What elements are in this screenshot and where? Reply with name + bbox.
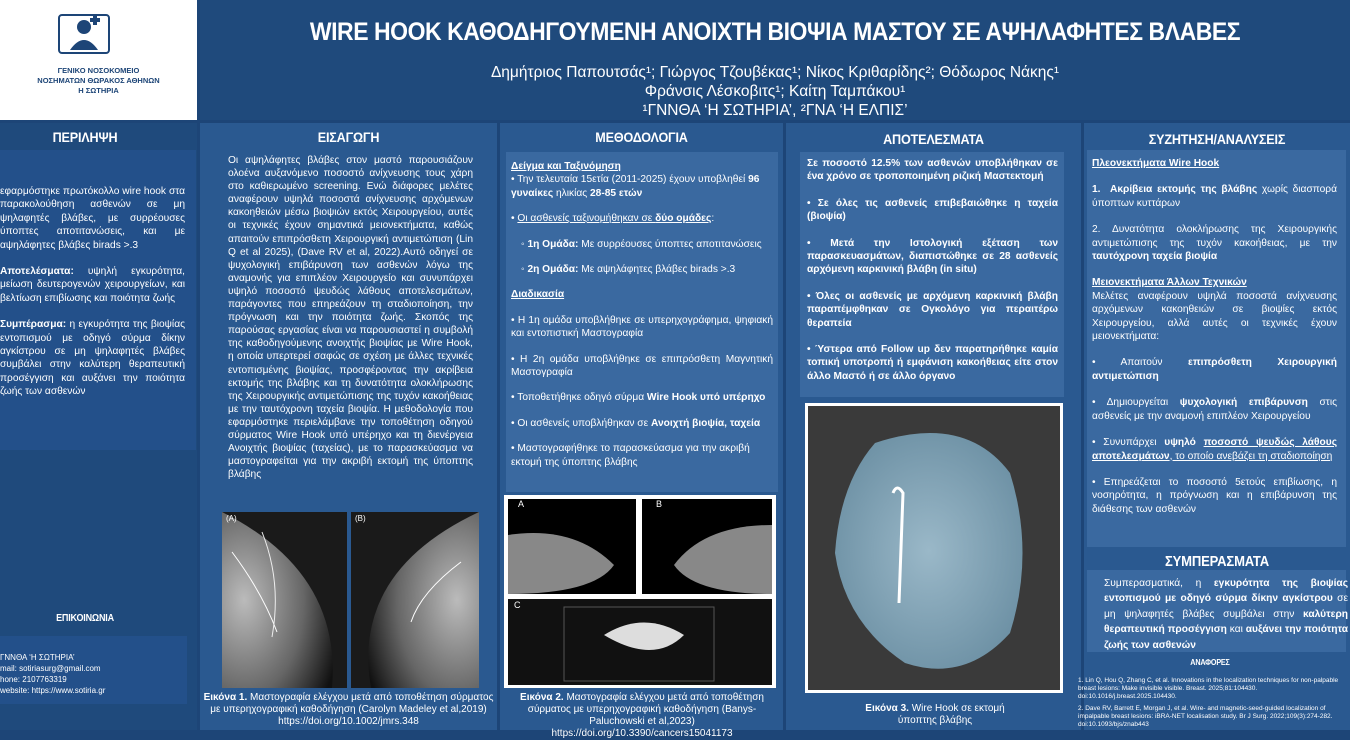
methods-groups-text: Οι ασθενείς ταξινομήθηκαν σε [517, 213, 656, 225]
methods-sample-ages: 28-85 ετών [590, 187, 643, 199]
discussion-text [1092, 157, 1337, 516]
results-heading: ΑΠΟΤΕΛΕΣΜΑΤΑ [883, 131, 984, 147]
figure-2a-label: A [518, 499, 525, 509]
contact-text [0, 652, 187, 696]
figure-1a-label: (A) [226, 514, 237, 523]
methods-step-5: • Μαστογραφήθηκε το παρασκεύασμα για την ακριβή εκτομή της ύποπτης βλάβης [511, 443, 750, 468]
discussion-dis-2 [1092, 396, 1337, 423]
discussion-dis-1 [1092, 356, 1337, 383]
affiliations: ¹ΓΝΝΘΑ ‘Η ΣΩΤΗΡΙΑ’, ²ΓΝΑ ‘Η ΕΛΠΙΣ’ [642, 102, 908, 119]
discussion-adv-1-bold: Ακρίβεια εκτομής της βλάβης [1110, 184, 1258, 196]
figure-2b-label: B [656, 499, 663, 509]
figure-1a [222, 512, 347, 688]
summary-heading: ΠΕΡΙΛΗΨΗ [52, 129, 118, 145]
conclusion-text-2: σε μη ψηλαφητές βλάβες συμβάλει στην [1104, 593, 1348, 620]
figure-3-caption-label: Εικόνα 3. [865, 703, 909, 714]
methods-step-4-text: • Οι ασθενείς υποβλήθηκαν σε [511, 417, 651, 429]
discussion-adv-1-num: 1. [1092, 184, 1101, 196]
methods-step-3-bold: Wire Hook υπό υπέρηχο [646, 392, 766, 404]
poster-title: WIRE HOOK ΚΑΘΟΔΗΓΟΥΜΕΝΗ ΑΝΟΙΧΤΗ ΒΙΟΨΙΑ ΜΑΣΤΟΥ ΣΕ ΑΨΗΛΑΦΗΤΕΣ ΒΛΑΒΕΣ [309, 18, 1241, 46]
summary-conclusion-text: η εγκυρότητα της βιοψίας εντοπισμού με οδηγό σύρμα δίκην αγκίστρου σε μη ψηλαφητές βλάβες συμβάλει στην καλύτερη θεραπευτική προσέγγιση και αυξάνει την ποιότητα ζωής των ασθενών [0, 319, 185, 398]
specimen-xray-image [805, 403, 1063, 693]
discussion-heading: ΣΥΖΗΤΗΣΗ/ΑΝΑΛΥΣΕΙΣ [1148, 131, 1286, 147]
intro-heading: ΕΙΣΑΓΩΓΗ [317, 129, 380, 145]
results-item-2: • Σε όλες τις ασθενείς επιβεβαιώθηκε η ταχεία (βιοψία) [807, 197, 1058, 223]
discussion-dis-3 [1092, 436, 1337, 463]
figure-1b-label: (B) [355, 514, 366, 523]
contact-hospital: ΓΝΝΘΑ ‘Η ΣΩΤΗΡΙΑ’ [0, 653, 75, 662]
methods-groups-item [511, 212, 773, 225]
figure-1-caption [202, 692, 495, 728]
summary-p3 [0, 318, 185, 398]
discussion-dis-3-tail: , το οποίο ανεβάζει τη σταδιοποίηση [1169, 450, 1333, 462]
contact-website: website: https://www.sotiria.gr [0, 686, 106, 695]
figure-1b [351, 512, 479, 688]
methods-step-4-bold: Ανοιχτή βιοψία, ταχεία [650, 417, 761, 429]
logo-line-2: ΝΟΣΗΜΑΤΩΝ ΘΩΡΑΚΟΣ ΑΘΗΝΩΝ [37, 76, 160, 85]
figure-2c-label: C [514, 600, 521, 610]
contact-email: mail: sotiriasurg@gmail.com [0, 664, 101, 673]
logo-box [0, 0, 197, 120]
conclusion-text-1: Συμπερασματικά, η [1104, 578, 1214, 589]
discussion-dis-1-text: • Απαιτούν [1092, 357, 1189, 369]
figure-3-caption-text: Wire Hook σε εκτομή ύποπτης βλάβης [897, 703, 1005, 726]
methods-sample-text-2: ηλικίας [553, 187, 591, 199]
summary-p1: εφαρμόστηκε πρωτόκολλο wire hook στα παρακολούθηση ασθενών σε μη ψηλαφητές βλάβες, με συρρέουσες ύποπτες αποτιτανώσεις, και με αψηλάφητες βλάβες birads >.3 [0, 186, 185, 251]
discussion-dis-2-text-2: στις ασθενείς με την αναμονή επιπλέον Χειρουργείου [1092, 397, 1337, 422]
logo-line-1: ΓΕΝΙΚΟ ΝΟΣΟΚΟΜΕΙΟ [57, 66, 140, 75]
methods-group-2-text: Με αψηλάφητες βλάβες birads >.3 [578, 264, 736, 276]
discussion-adv-2-text: 2. Δυνατότητα ολοκλήρωσης της Χειρουργικής αντιμετώπισης της τυχόν κακοήθειας, με την [1092, 224, 1337, 249]
references-heading: ΑΝΑΦΟΡΕΣ [1190, 658, 1230, 667]
methods-group-1: ◦ 1η Ομάδα: Με συρρέουσες ύποπτες αποτιτανώσεις [521, 238, 762, 250]
methods-group-2-label: 2η Ομάδα: [527, 264, 579, 276]
figure-2 [504, 495, 776, 688]
discussion-adv-2-bold: ταυτόχρονη ταχεία βιοψία [1092, 251, 1218, 263]
methods-groups-bullet: • [511, 213, 518, 225]
summary-p2 [0, 265, 185, 305]
discussion-dis-3-bold: υψηλό [1164, 437, 1204, 449]
results-item-3: • Μετά την Ιστολογική εξέταση των παρασκευασμάτων, διαπιστώθηκε σε 28 ασθενείς αρχόμενη καρκινική βλάβη (in situ) [807, 237, 1058, 276]
contact-phone: hone: 2107763319 [0, 675, 67, 684]
figure-1-caption-text: Μαστογραφία ελέγχου μετά από τοποθέτηση σύρματος με υπερηχογραφική καθοδήγηση (Carolyn Madeley et al,2019) https://doi.org/10.1002/jmrs.348 [210, 692, 494, 727]
mammogram-b-image [351, 512, 479, 688]
figure-2-caption-text: Μαστογραφία ελέγχου μετά από τοποθέτηση σύρματος με υπερηχογραφική καθοδήγηση (Banys-Paluchowski et al,2023) https://doi.org/10.3390/cancers15041173 [527, 692, 764, 739]
discussion-dis-2-bold: ψυχολογική επιβάρυνση [1179, 397, 1308, 409]
methods-sample-count: 96 γυναίκες [511, 174, 760, 199]
mammogram-a-image [222, 512, 347, 688]
figure-2-caption-label: Εικόνα 2. [520, 692, 564, 703]
methods-group-1-text: Με συρρέουσες ύποπτες αποτιτανώσεις [578, 238, 762, 250]
summary-results-label: Αποτελέσματα: [0, 266, 74, 278]
contact-heading: ΕΠΙΚΟΙΝΩΝΙΑ [56, 613, 114, 624]
methods-groups-count: δύο ομάδες [655, 213, 712, 225]
conclusion-text-3: και [1226, 624, 1246, 636]
methods-step-3-text: • Τοποθετήθηκε οδηγό σύρμα [511, 392, 647, 404]
logo-line-3: Η ΣΩΤΗΡΙΑ [78, 86, 119, 95]
results-item-4: • Όλες οι ασθενείς με αρχόμενη καρκινική βλάβη παραπέμφθηκαν σε Ογκολόγο για περαιτέρω θεραπεία [807, 290, 1058, 329]
methods-step-4 [511, 417, 773, 430]
discussion-disadvantages-text: Μελέτες αναφέρουν υψηλά ποσοστά ανίχνευσης αρχόμενων κακοηθειών σε βιοψίες εκτός Χειρουργείου, αλλά αυτές οι τεχνικές έχουν μειονεκτήματα: [1092, 290, 1337, 343]
authors-block [200, 63, 1350, 120]
hospital-emblem-icon [56, 12, 112, 56]
results-item-5: • Ύστερα από Follow up δεν παρατηρήθηκε καμία τοπική υποτροπή ή εμφάνιση κακοήθειας είτε στον άλλο Μαστό ή σε άλλο όργανο [807, 344, 1058, 382]
methods-step-3 [511, 391, 773, 404]
summary-text [0, 185, 185, 399]
results-text [807, 157, 1058, 383]
methods-text [511, 160, 773, 469]
methods-heading: ΜΕΘΟΔΟΛΟΓΙΑ [595, 129, 688, 145]
methods-step-1: • Η 1η ομάδα υποβλήθηκε σε υπερηχογράφημα, ψηφιακή και εντοπιστική Μαστογραφία [511, 314, 773, 340]
discussion-adv-1 [1092, 183, 1337, 210]
conclusion-bold-2: καλύτερη θεραπευτική προσέγγιση [1104, 608, 1348, 636]
discussion-dis-1-bold: επιπρόσθετη Χειρουργική αντιμετώπιση [1092, 357, 1337, 382]
conclusion-heading: ΣΥΜΠΕΡΑΣΜΑΤΑ [1164, 554, 1270, 570]
discussion-dis-4: • Επηρεάζεται το ποσοστό 5ετούς επιβίωσης, η νοσηρότητα, η πρόγνωση και η επιβάρυνση της διάθεσης των ασθενών [1092, 476, 1337, 515]
conclusion-text [1104, 576, 1348, 653]
methods-group-2: ◦ 2η Ομάδα: Με αψηλάφητες βλάβες birads >.3 [521, 264, 736, 276]
methods-sample-item [511, 173, 773, 200]
figure-3 [805, 403, 1063, 693]
methods-sample-text-1: • Την τελευταία 15ετία (2011-2025) έχουν υποβληθεί [511, 174, 749, 186]
results-item-1: Σε ποσοστό 12.5% των ασθενών υποβλήθηκαν σε ένα χρόνο σε τροποποιημένη ριζική Μαστεκτομή [807, 158, 1058, 183]
figure-3-caption [860, 703, 1010, 727]
discussion-dis-3-underline: ποσοστό ψευδώς λάθους αποτελεσμάτων [1092, 437, 1337, 462]
conclusion-bold-1: εγκυρότητα της βιοψίας εντοπισμού με οδηγό σύρμα δίκην αγκίστρου [1104, 578, 1348, 605]
authors-line-1: Δημήτριος Παπουτσάς¹; Γιώργος Τζουβέκας¹; Νίκος Κριθαρίδης²; Θόδωρος Νάκης¹ [490, 64, 1060, 81]
methods-group-1-label: 1η Ομάδα: [527, 238, 579, 250]
figure-2-caption [502, 692, 782, 740]
mammogram-composite-image [504, 495, 776, 688]
logo-text [20, 66, 177, 96]
discussion-advantages-heading: Πλεονεκτήματα Wire Hook [1092, 158, 1220, 169]
intro-text: Οι αψηλάφητες βλάβες στον μαστό παρουσιάζουν ολοένα αυξανόμενο ποσοστό ανίχνευσης τους χάρη στο καθιερωμένο screening. Ενώ διάφορες μελέτες αναφέρουν υψηλά ποσοστά ανίχνευσης αρχόμενων κακοηθειών μέσω βιοψιών εκτός Χειρουργείου, αυτές οι τεχνικές έχουν σημαντικά μειονεκτήματα, καθώς απαιτούν επιπρόσθετη Χειρουργική αντιμετώπιση (Lin Q et al 2025), (Dave RV et al, 2022).Αυτό οδηγεί σε ψυχολογική επιβάρυνση των ασθενών λόγω της αναμονής για επιπλέον Χειρουργείο και συνυπάρχει υψηλό ποσοστό ψευδώς λάθους αποτελεσμάτων, παράγοντες που επηρεάζουν τη σταδιοποίηση, την πρόγνωση και την ποιότητα ζωής. Σκοπός της παρούσας εργασίας είναι να παρουσιαστεί η συμβολή της καθοδηγούμενης ανοιχτής βιοψίας με Wire Hook, η οποία υπερτερεί σαφώς σε σχέση με άλλες τεχνικές εντοπισμένης βιοψίας, προσφέροντας την ακρίβεια εκτομής της βλάβης και τη δυνατότητα ολοκλήρωσης της Χειρουργικής αντιμετώπισης της τυχόν κακοήθειας με την ταυτόχρονη ταχεία βιοψία. Η μεθοδολογία που εφαρμόστηκε περιελάμβανε την τοποθέτηση οδηγού σύρματος Wire Hook υπό υπέρηχο και τη διενέργεια Ανοιχτής βιοψίας (ταχείας), με το παρασκεύασμα να μαστογραφείται για την ακριβή εκτομή της ύποπτης βλάβης [228, 155, 473, 481]
summary-conclusion-label: Συμπέρασμα: [0, 319, 67, 331]
discussion-adv-2 [1092, 223, 1337, 263]
discussion-dis-3-text: • Συνυπάρχει [1092, 437, 1165, 449]
references-list [1078, 677, 1348, 733]
methods-procedure-heading: Διαδικασία [511, 289, 565, 301]
methods-step-2: • Η 2η ομάδα υποβλήθηκε σε επιπρόσθετη Μαγνητική Μαστογραφία [511, 353, 773, 379]
discussion-adv-1-text: χωρίς διασπορά ύποπτων κυττάρων [1092, 184, 1337, 209]
discussion-disadvantages-heading: Μειονεκτήματα Άλλων Τεχνικών [1092, 277, 1247, 289]
methods-sample-heading: Δείγμα και Ταξινόμηση [511, 161, 621, 172]
figure-1-caption-label: Εικόνα 1. [203, 692, 248, 703]
summary-results-text: υψηλή εγκυρότητα, μείωση δευτερογενών χειρουργείων, και βελτίωση επιβίωσης και ποιότητα ζωής [0, 266, 185, 304]
reference-1: 1. Lin Q, Hou Q, Zhang C, et al. Innovations in the localization techniques for non-palpable breast lesions: Make invisible visible. Breast. 2025;81:104430. doi:10.1016/j.breast.2025.104430. [1078, 677, 1339, 700]
authors-line-2: Φράνσις Λέσκοβιτς¹; Καίτη Ταμπάκου¹ [644, 83, 906, 100]
conclusion-bold-3: αυξάνει την ποιότητα ζωής των ασθενών [1104, 624, 1348, 651]
discussion-dis-2-text: • Δημιουργείται [1092, 397, 1180, 409]
reference-2: 2. Dave RV, Barrett E, Morgan J, et al. Wire- and magnetic-seed-guided localization of impalpable breast lesions: iBRA-NET localisation study. Br J Surg. 2022;109(3):274-282. doi:10.1093/bjs/znab443 [1078, 705, 1333, 728]
methods-groups-colon: : [711, 213, 715, 225]
